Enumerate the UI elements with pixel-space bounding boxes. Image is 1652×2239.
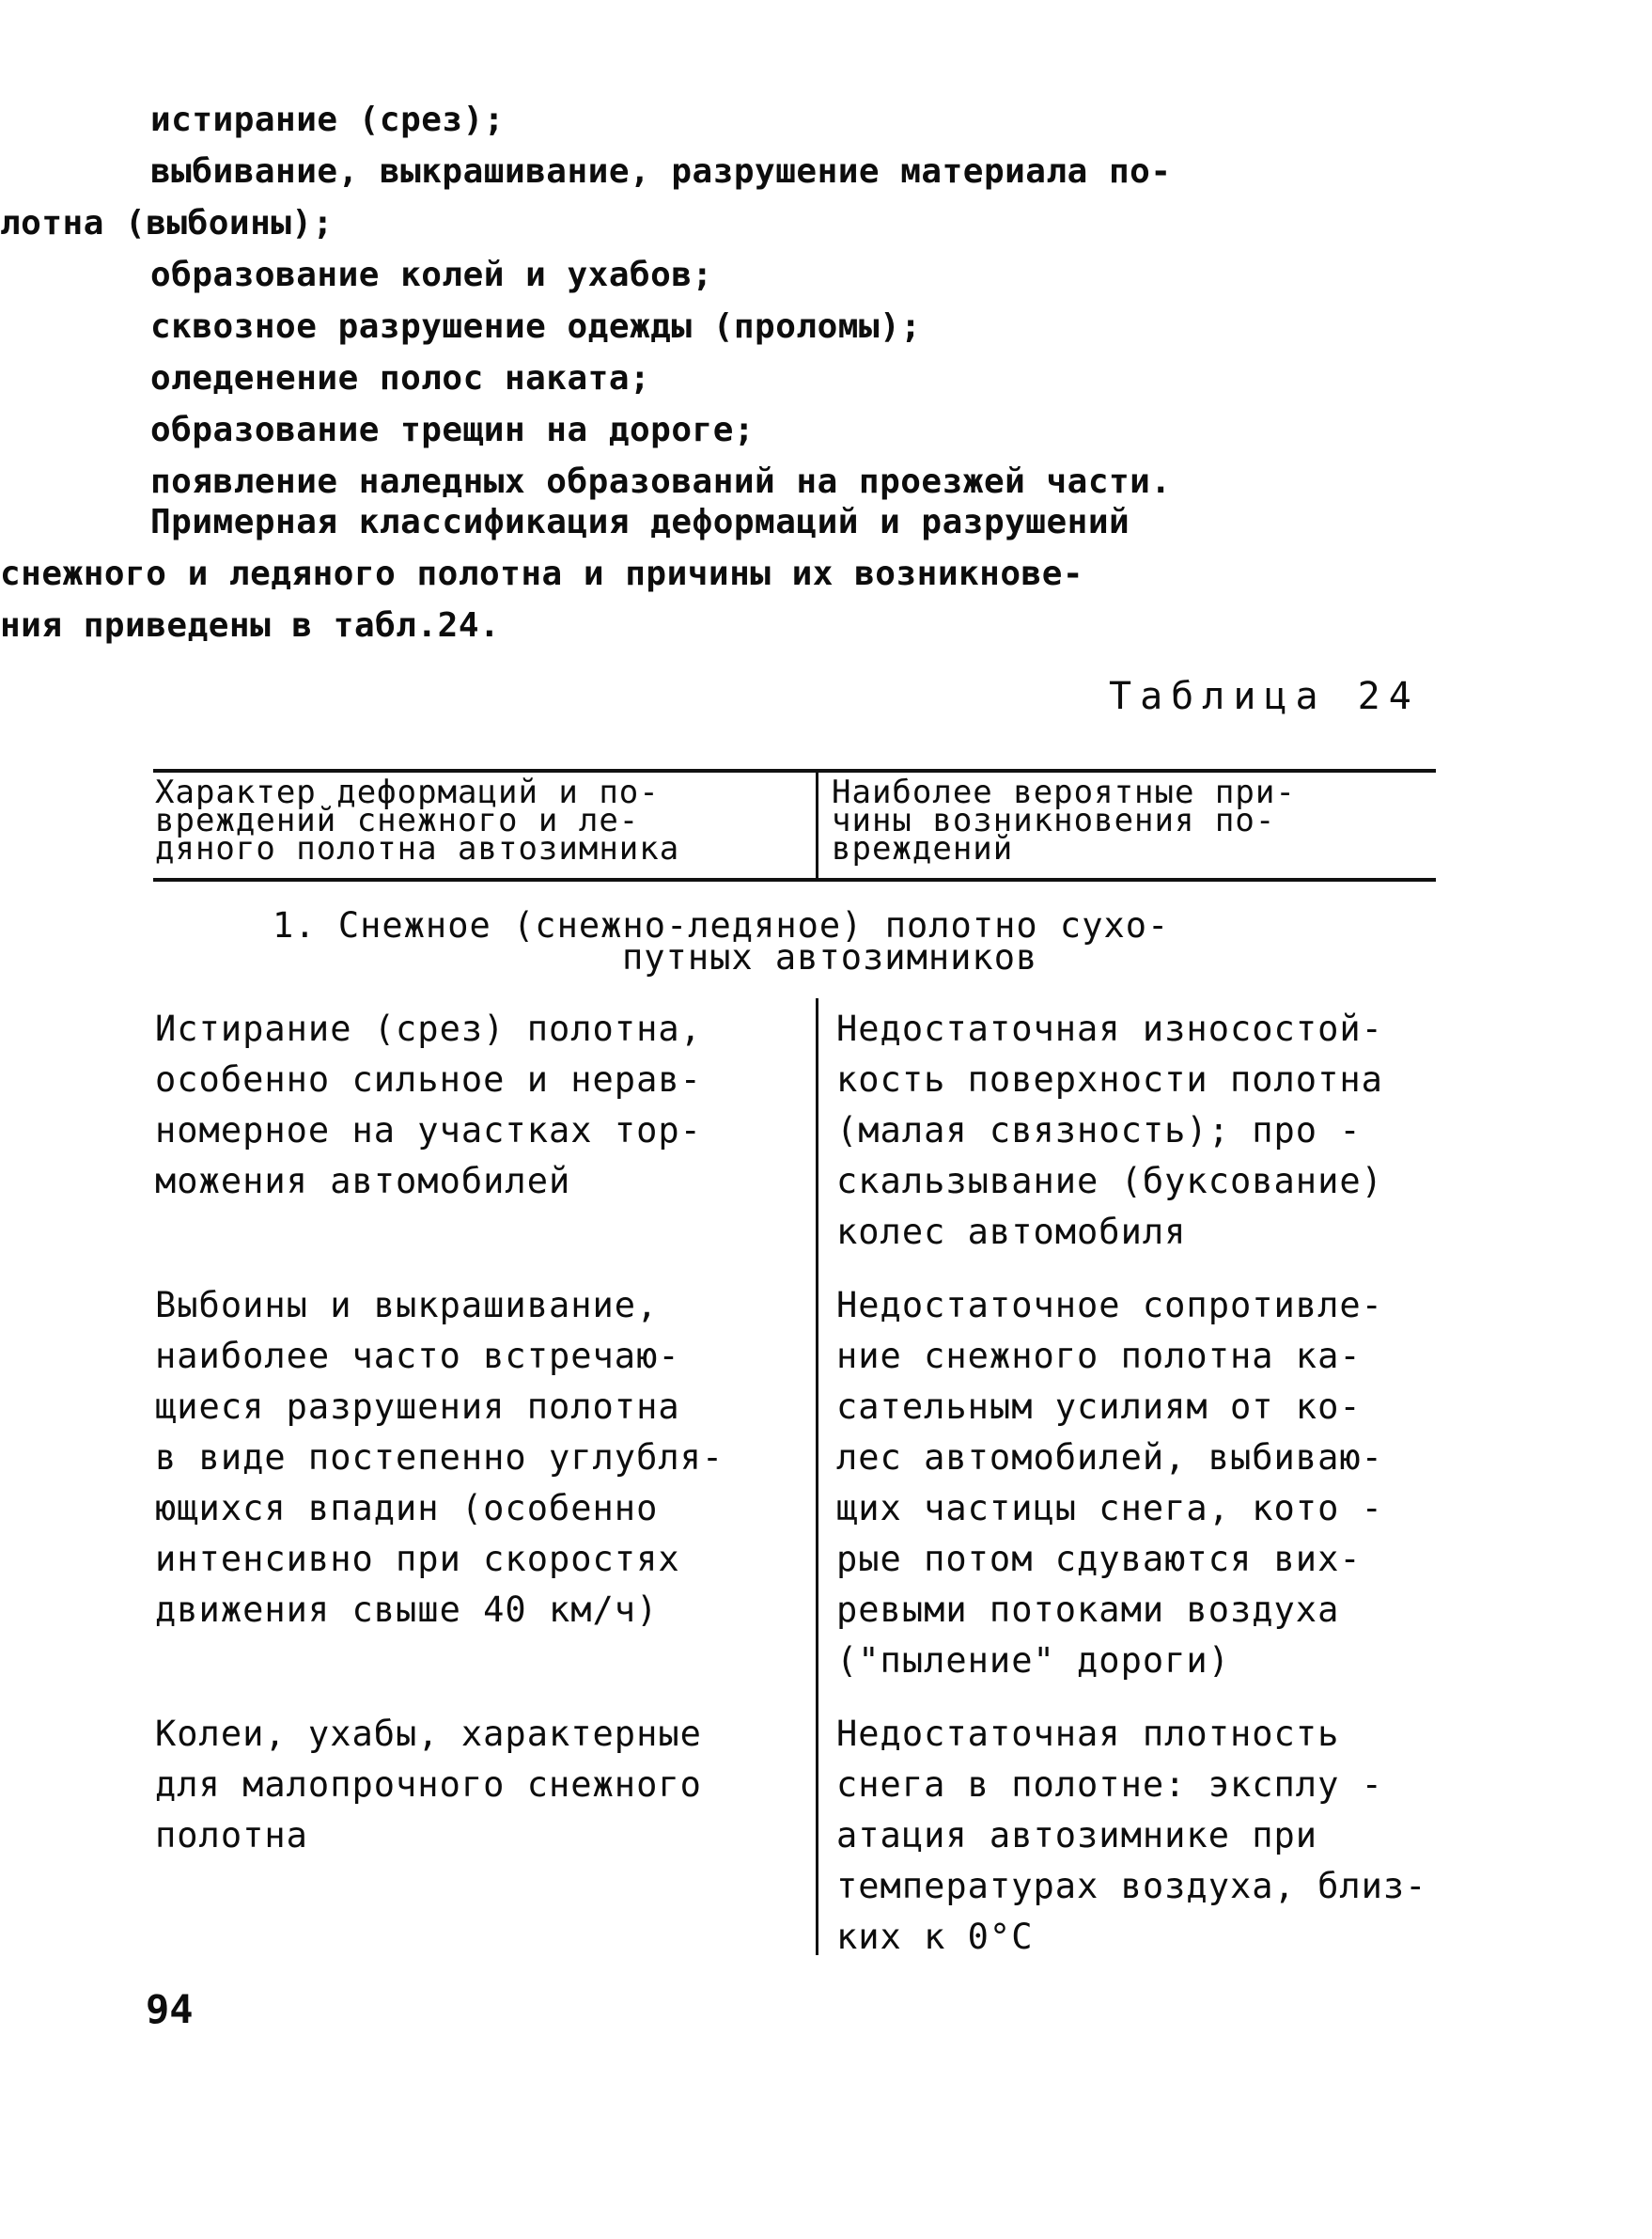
paragraph-line: снежного и ледяного полотна и причины их возникнове- (0, 555, 1084, 593)
table-header-left: Характер деформаций и по- вреждений снежного и ле- дяного полотна автозимника (155, 774, 680, 868)
list-item: выбивание, выкрашивание, разрушение материала по- (150, 152, 1172, 191)
table-caption: Таблица 24 (1109, 675, 1420, 718)
table-body-divider (816, 998, 818, 1955)
table-header-rule (153, 878, 1436, 882)
list-item: образование трещин на дороге; (150, 411, 756, 449)
table-row-3-right: Недостаточная плотность снега в полотне: эксплу - атация автозимнике при температурах воздуха, близ- ких к 0°С (836, 1714, 1427, 1957)
table-row-2-right: Недостаточное сопротивле- ние снежного полотна ка- сательным усилиям от ко- лес автомобилей, выбиваю- щих частицы снега, кото - рые потом сдуваются вих- ревыми потоками воздуха ("пыление" дороги) (836, 1285, 1383, 1681)
paragraph-line: ния приведены в табл.24. (0, 606, 501, 645)
intro-paragraph (0, 496, 1466, 651)
table-row-1-left: Истирание (срез) полотна, особенно сильное и нерав- номерное на участках тор- можения автомобилей (155, 1009, 702, 1201)
table-top-rule (153, 769, 1436, 773)
list-item: образование колей и ухабов; (150, 256, 713, 294)
table-header-divider (816, 771, 818, 882)
list-item: сквозное разрушение одежды (проломы); (150, 307, 922, 346)
table-row-3-left: Колеи, ухабы, характерные для малопрочного снежного полотна (155, 1714, 702, 1855)
list-item: оледенение полос наката; (150, 359, 651, 398)
list-item: истирание (срез); (150, 101, 505, 139)
table-row-2-left: Выбоины и выкрашивание, наиболее часто встречаю- щиеся разрушения полотна в виде постепенно углубля- ющихся впадин (особенно интенсивно при скоростях движения свыше 40 км/ч) (155, 1285, 725, 1630)
list-item-continuation: лотна (выбоины); (0, 204, 334, 243)
list-item: появление наледных образований на проезжей части. (150, 462, 1172, 501)
paragraph-line: Примерная классификация деформаций и разрушений (150, 503, 1130, 541)
table-row-1-right: Недостаточная износостой- кость поверхности полотна (малая связность); про - скальзывание (буксование) колес автомобиля (836, 1009, 1383, 1252)
table-section-title: 1. Снежное (снежно-ледяное) полотно сухо- путных автозимников (273, 905, 1170, 978)
damage-types-list (0, 94, 1466, 508)
table-header-right: Наиболее вероятные при- чины возникновения по- вреждений (832, 774, 1296, 868)
page-number: 94 (146, 1986, 194, 2032)
